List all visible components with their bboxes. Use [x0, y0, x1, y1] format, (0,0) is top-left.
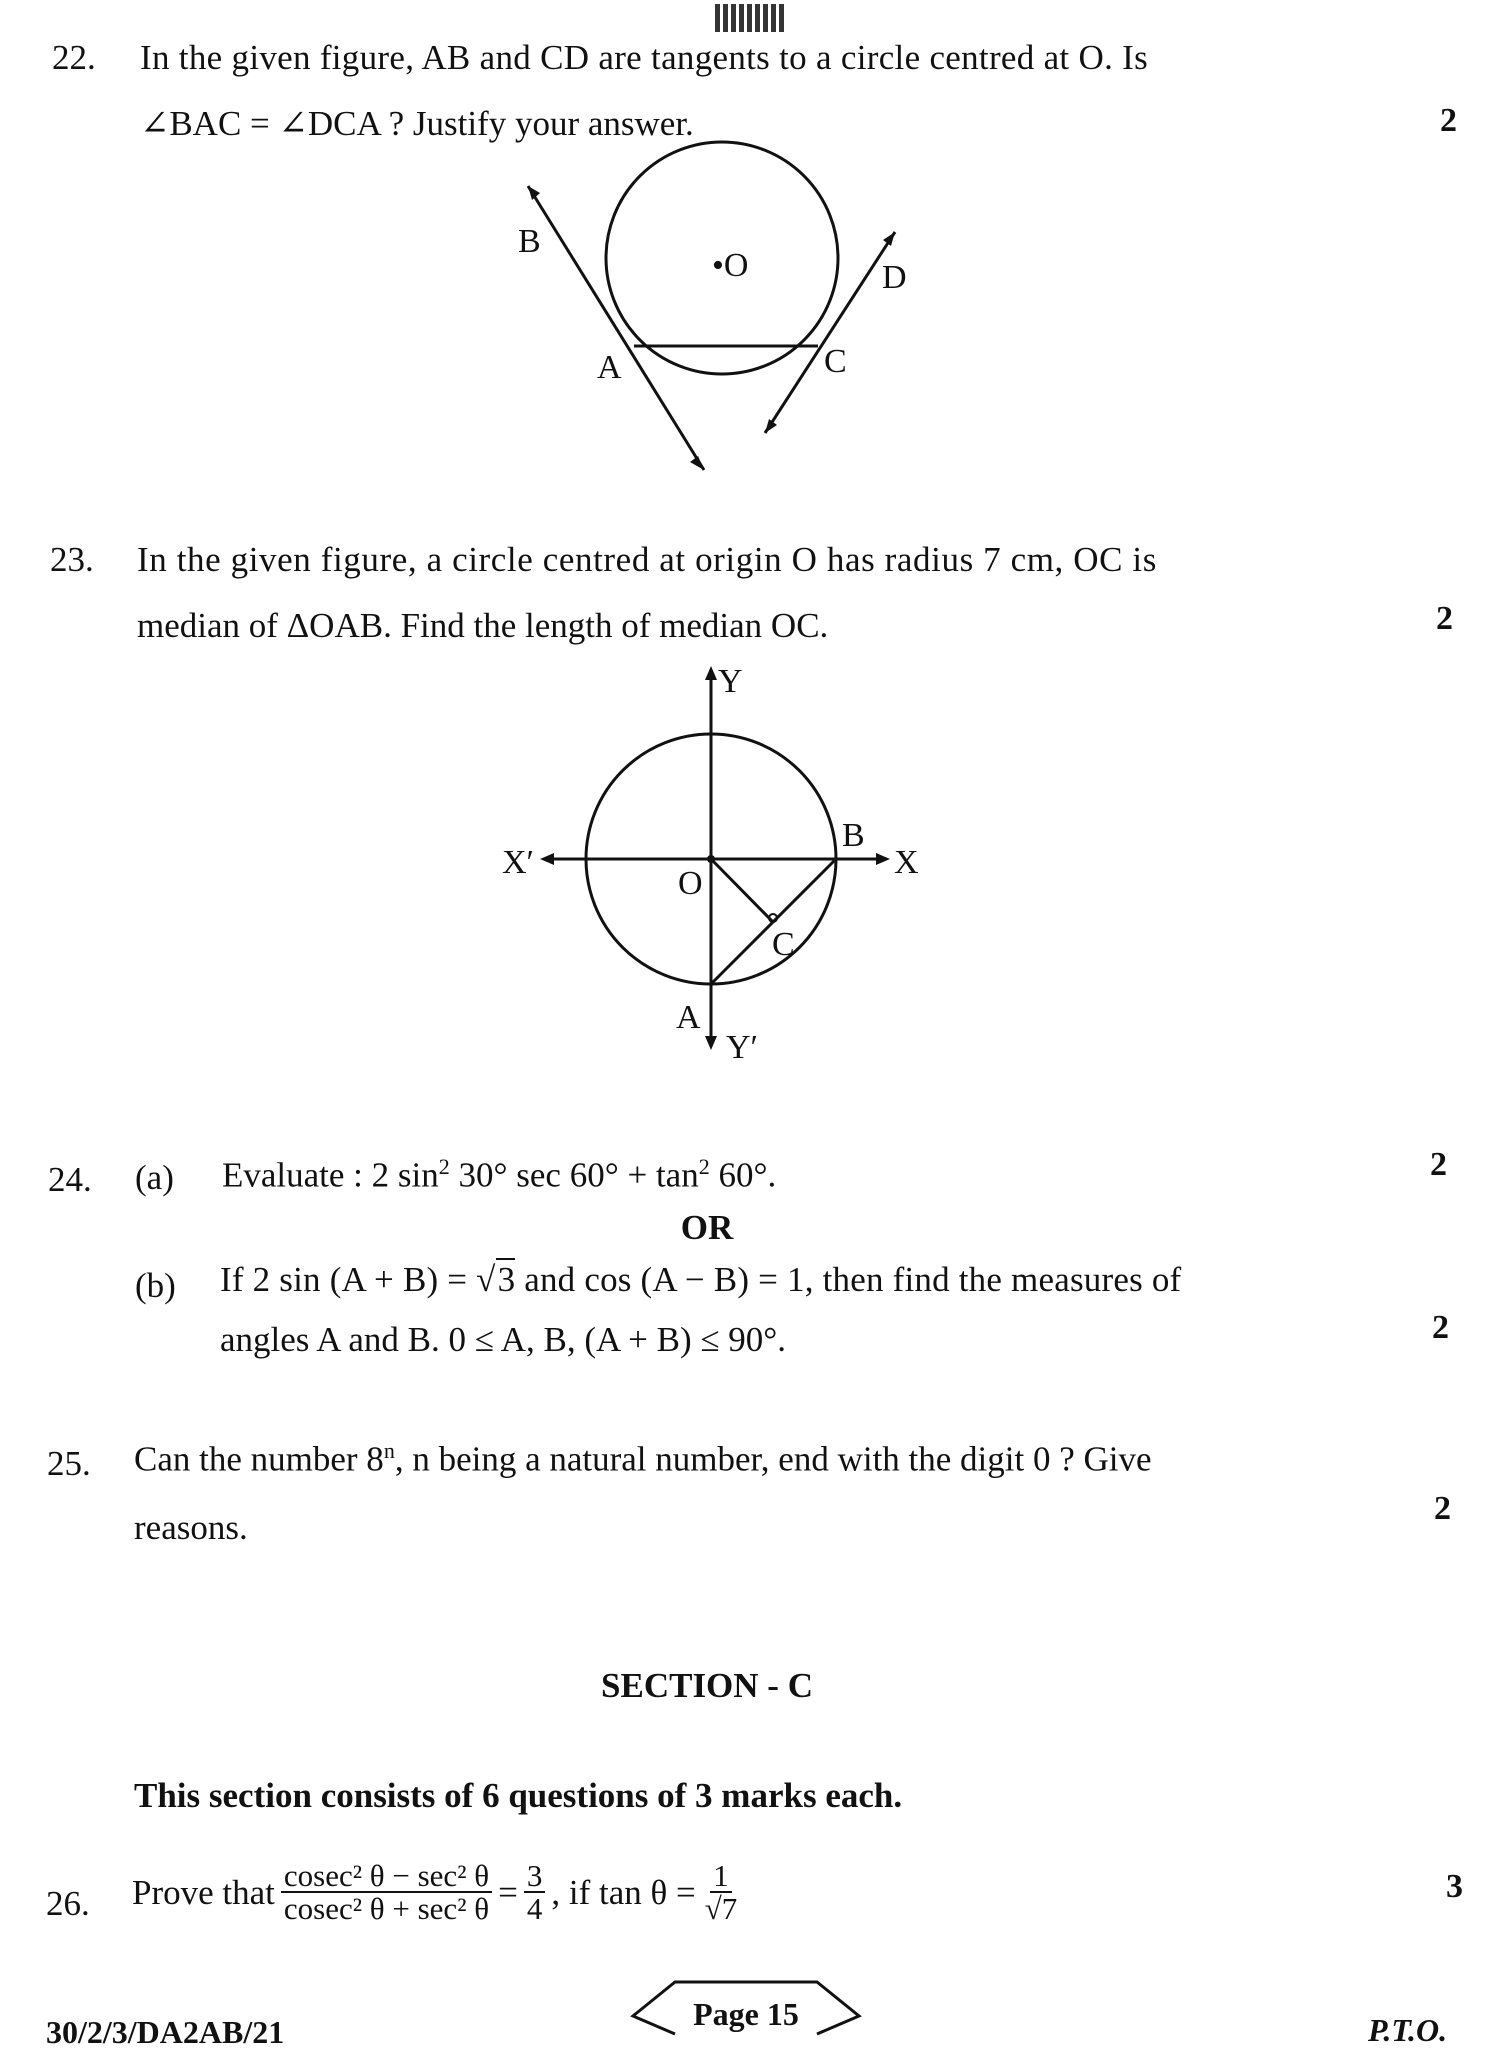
label-A: A: [676, 999, 701, 1036]
q25-line2: reasons.: [134, 1508, 248, 1547]
paper-code: 30/2/3/DA2AB/21: [46, 2014, 285, 2050]
q25-marks: 2: [1434, 1490, 1451, 1527]
fraction: $\frac{3}{4}$: [524, 1860, 546, 1924]
q23-line1: In the given figure, a circle centred at origin O has radius 7 cm, OC is: [137, 540, 1157, 579]
page-number: Page 15: [693, 1996, 799, 2032]
q24b-line1: If 2 sin (A + B) = √3 and cos (A − B) = 1, then find the measures of: [220, 1260, 1182, 1299]
q25-number: 25.: [47, 1444, 91, 1483]
label-D: D: [882, 259, 907, 296]
label-X: X: [894, 844, 919, 881]
q24b-label: (b): [135, 1266, 176, 1305]
label-A: A: [597, 349, 622, 386]
label-Y: Y: [718, 663, 743, 700]
label-Y-prime: Y′: [726, 1029, 758, 1066]
label-B: B: [842, 817, 865, 854]
q24a-label: (a): [135, 1158, 174, 1197]
section-instruction: This section consists of 6 questions of 3 marks each.: [134, 1776, 903, 1815]
or-label: OR: [680, 1208, 734, 1247]
fraction: $\frac{\text{cosec² θ − sec² θ}}{\text{cosec² θ + sec² θ}}$: [281, 1860, 492, 1924]
q22-line2: ∠BAC = ∠DCA ? Justify your answer.: [140, 104, 694, 143]
label-X-prime: X′: [502, 844, 534, 881]
q22-marks: 2: [1440, 102, 1457, 139]
q23-marks: 2: [1436, 600, 1453, 637]
pto-label: P.T.O.: [1368, 2012, 1448, 2048]
label-C: C: [824, 343, 847, 380]
q25-line1: Can the number 8$^n$, n being a natural number, end with the digit 0 ? Give: [134, 1438, 1152, 1479]
label-C: C: [772, 926, 795, 963]
q24b-line2: angles A and B. 0 ≤ A, B, (A + B) ≤ 90°.: [220, 1320, 787, 1359]
label-O: •O: [712, 247, 749, 284]
q24-number: 24.: [48, 1160, 92, 1199]
q22-line1: In the given figure, AB and CD are tangents to a circle centred at O. Is: [140, 38, 1149, 77]
q22-number: 22.: [52, 38, 96, 77]
q26-marks: 3: [1446, 1868, 1463, 1905]
q23-line2: median of ΔOAB. Find the length of median OC.: [137, 606, 829, 645]
q26-text: Prove that $\frac{\text{cosec² θ − sec² θ}}{\text{cosec² θ + sec² θ}}$ = $\frac{3}{4}$ , if tan θ = $\frac{1}{√7}$: [132, 1860, 740, 1924]
fraction: $\frac{1}{√7}$: [704, 1858, 738, 1926]
q24a-marks: 2: [1430, 1146, 1447, 1183]
q26-number: 26.: [46, 1884, 90, 1923]
q24b-marks: 2: [1432, 1309, 1449, 1346]
q24a-text: Evaluate : 2 $\sin^2 30^\circ$ $\sec 60^\circ + \tan^2 60^\circ$.: [222, 1154, 777, 1195]
section-title: SECTION - C: [601, 1666, 813, 1705]
label-B: B: [518, 223, 541, 260]
label-O: O: [678, 865, 703, 902]
q23-number: 23.: [50, 540, 94, 579]
